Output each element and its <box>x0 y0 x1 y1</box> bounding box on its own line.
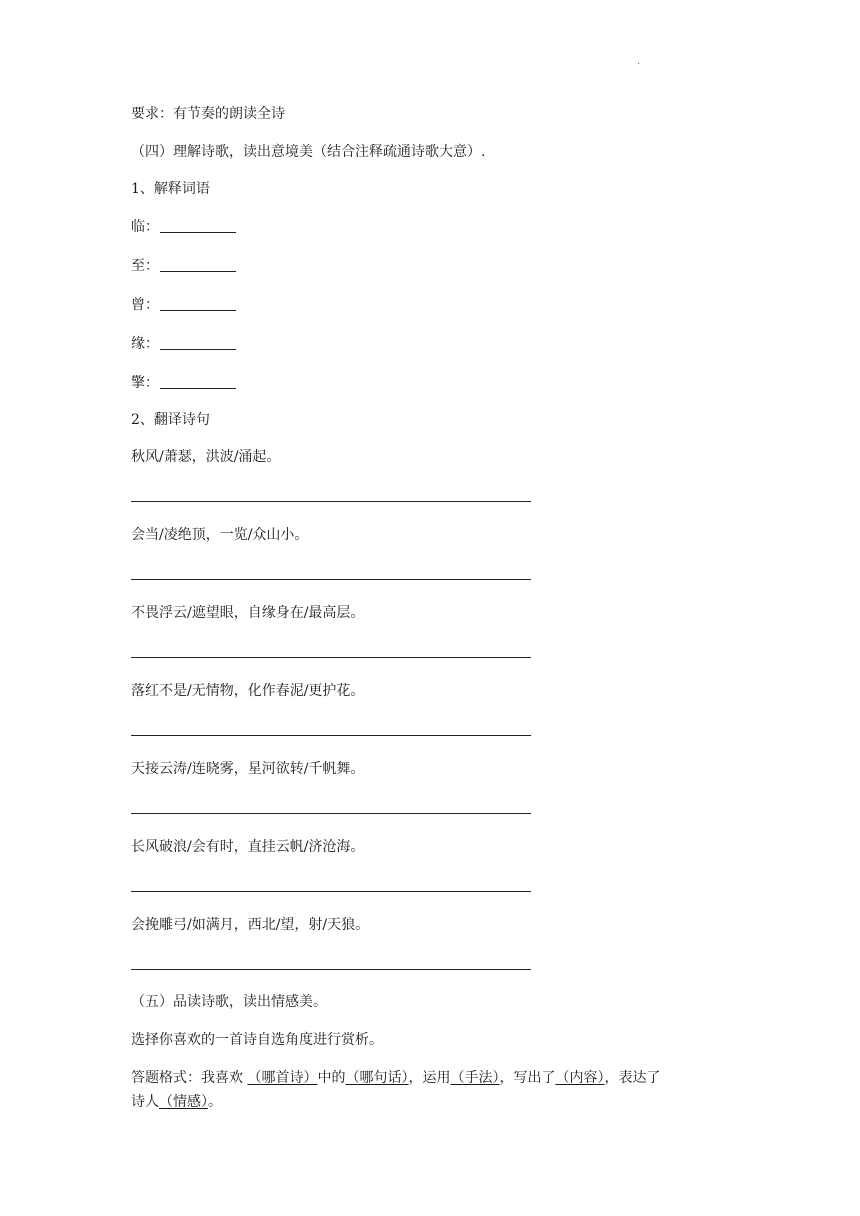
format-end: 。 <box>208 1094 222 1110</box>
word-label: 曾： <box>131 297 159 313</box>
format-text: ，表达了 <box>604 1070 661 1086</box>
format-text: 诗人 <box>131 1094 159 1110</box>
answer-blank[interactable] <box>160 374 236 389</box>
format-poem: （哪首诗） <box>247 1070 318 1086</box>
verse-text: 落红不是/无情物，化作春泥/更护花。 <box>131 683 365 699</box>
verse-text: 天接云涛/连晓雾，星河欲转/千帆舞。 <box>131 761 365 777</box>
verse-text: 秋风/萧瑟，洪波/涌起。 <box>131 449 281 465</box>
requirement-text: 要求：有节奏的朗读全诗 <box>131 106 285 122</box>
page-mark: . <box>637 56 641 67</box>
section-4-title: （四）理解诗歌，读出意境美（结合注释疏通诗歌大意）. <box>131 144 486 160</box>
format-technique: （手法） <box>450 1070 500 1086</box>
answer-blank[interactable] <box>160 335 236 350</box>
answer-line[interactable] <box>131 657 531 658</box>
word-label: 缘： <box>131 336 159 352</box>
question-1-title: 1、解释词语 <box>131 181 210 197</box>
format-prefix: 答题格式：我喜欢 <box>131 1070 248 1086</box>
answer-blank[interactable] <box>160 218 236 233</box>
verse-text: 长风破浪/会有时，直挂云帆/济沧海。 <box>131 839 365 855</box>
instruction-text: 选择你喜欢的一首诗自选角度进行赏析。 <box>131 1032 383 1048</box>
word-label: 擎： <box>131 375 159 391</box>
answer-line[interactable] <box>131 969 531 970</box>
format-text: ，运用 <box>408 1070 451 1086</box>
answer-line[interactable] <box>131 813 531 814</box>
section-5-title: （五）品读诗歌，读出情感美。 <box>131 994 327 1010</box>
word-item <box>131 217 236 237</box>
answer-line[interactable] <box>131 735 531 736</box>
answer-line[interactable] <box>131 891 531 892</box>
format-content: （内容） <box>555 1070 605 1086</box>
answer-blank[interactable] <box>160 296 236 311</box>
verse-text: 不畏浮云/遮望眼，自缘身在/最高层。 <box>131 605 365 621</box>
word-label: 临： <box>131 219 159 235</box>
answer-blank[interactable] <box>160 257 236 272</box>
answer-format-line-1 <box>131 1068 660 1088</box>
format-text: 中的 <box>317 1070 346 1086</box>
format-emotion: （情感） <box>159 1094 208 1110</box>
answer-format-line-2 <box>131 1092 222 1112</box>
word-label: 至： <box>131 258 159 274</box>
word-item <box>131 373 236 393</box>
format-sentence: （哪句话） <box>345 1070 409 1086</box>
verse-text: 会当/凌绝顶，一览/众山小。 <box>131 527 309 543</box>
format-text: ，写出了 <box>499 1070 556 1086</box>
word-item <box>131 334 236 354</box>
answer-line[interactable] <box>131 579 531 580</box>
answer-line[interactable] <box>131 501 531 502</box>
word-item <box>131 256 236 276</box>
verse-text: 会挽雕弓/如满月，西北/望，射/天狼。 <box>131 917 370 933</box>
question-2-title: 2、翻译诗句 <box>131 412 210 428</box>
word-item <box>131 295 236 315</box>
